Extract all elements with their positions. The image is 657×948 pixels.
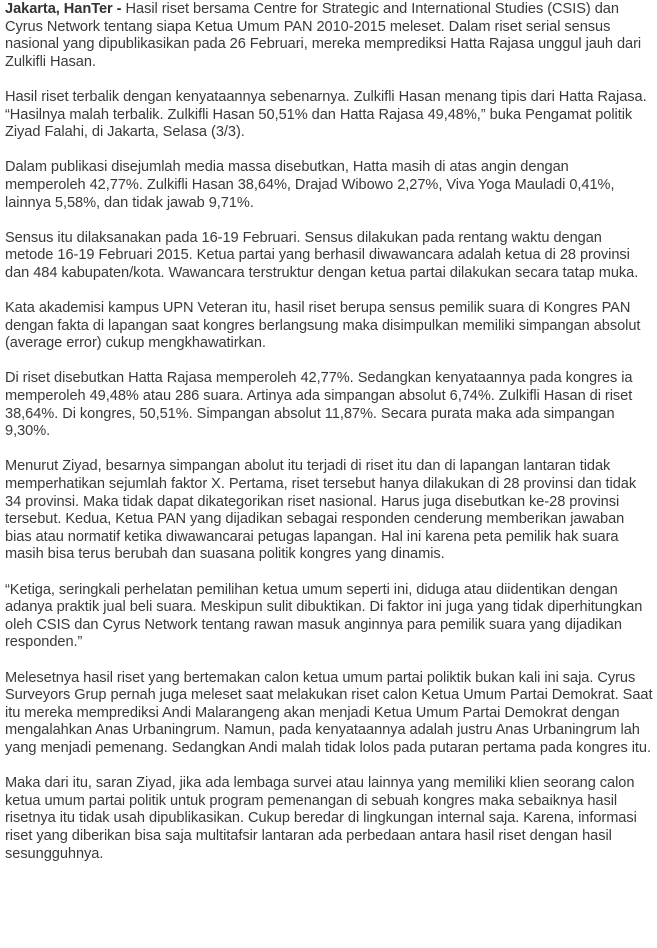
paragraph: Dalam publikasi disejumlah media massa disebutkan, Hatta masih di atas angin dengan memperoleh 42,77%. Zulkifli Hasan 38,64%, Drajad Wibowo 2,27%, Viva Yoga Mauladi 0,41%, lainnya 5,58%, dan tidak jawab 9,71%. — [5, 159, 615, 211]
paragraph: Di riset disebutkan Hatta Rajasa memperoleh 42,77%. Sedangkan kenyataannya pada kongres ia memperoleh 49,48% atau 286 suara. Artinya ada simpangan absolut 6,74%. Zulkifli Hasan di riset 38,64%. Di kongres, 50,51%. Simpangan absolut 11,87%. Secara purata maka ada simpangan 9,30%. — [5, 370, 633, 440]
paragraph-text: Hasil riset bersama Centre for Strategic and International Studies (CSIS) dan Cyrus Network tentang siapa Ketua Umum PAN 2010-2015 meleset. Dalam riset serial sensus nasional yang dipublikasikan pada 26 Februari, mereka memprediksi Hatta Rajasa unggul jauh dari Zulkifli Hasan. — [5, 1, 642, 70]
paragraph: Melesetnya hasil riset yang bertemakan calon ketua umum partai poliktik bukan kali ini saja. Cyrus Surveyors Grup pernah juga meleset saat melakukan riset calon Ketua Umum Partai Demokrat. Saat itu mereka memprediksi Andi Malarangeng akan menjadi Ketua Umum Partai Demokrat dengan mengalahkan Anas Urbaningrum. Namun, pada kenyataannya adalah justru Anas Urbaningrum lah yang menjadi pemenang. Sedangkan Andi malah tidak lolos pada putaran pertama pada kongres itu. — [5, 669, 653, 756]
paragraph: Menurut Ziyad, besarnya simpangan abolut itu terjadi di riset itu dan di lapangan lantaran tidak memperhatikan sejumlah faktor X. Pertama, riset tersebut hanya dilakukan di 28 provinsi dan tidak 34 provinsi. Maka tidak dapat dikategorikan riset nasional. Harus juga disebutkan ke-28 provinsi tersebut. Kedua, Ketua PAN yang dijadikan sebagai responden cenderung memberikan jawaban bias atau normatif ketika diwawancarai petugas lapangan. Hal ini karena peta pemilik hak suara masih bisa terus berubah dan suasana politik kongres yang dinamis. — [5, 458, 637, 563]
lead-paragraph — [5, 1, 653, 71]
paragraph: Hasil riset terbalik dengan kenyataannya sebenarnya. Zulkifli Hasan menang tipis dari Hatta Rajasa. “Hasilnya malah terbalik. Zulkifli Hasan 50,51% dan Hatta Rajasa 49,48%,” buka Pengamat politik Ziyad Falahi, di Jakarta, Selasa (3/3). — [5, 88, 647, 141]
paragraph: Maka dari itu, saran Ziyad, jika ada lembaga survei atau lainnya yang memiliki klien seorang calon ketua umum partai politik untuk program pemenangan di sebuah kongres maka sebaiknya hasil risetnya itu tidak usah dipublikasikan. Cukup beredar di lingkungan internal saja. Karena, informasi riset yang diberikan bisa saja multitafsir lantaran ada perbedaan antara hasil riset dengan hasil sesungguhnya. — [5, 775, 637, 862]
article-body — [5, 1, 653, 881]
dateline: Jakarta, HanTer - — [5, 1, 122, 17]
paragraph: Kata akademisi kampus UPN Veteran itu, hasil riset berupa sensus pemilik suara di Kongres PAN dengan fakta di lapangan saat kongres berlangsung maka disimpulkan memiliki simpangan absolut (average error) cukup mengkhawatirkan. — [5, 300, 641, 352]
quote-paragraph: “Ketiga, seringkali perhelatan pemilihan ketua umum seperti ini, diduga atau diidentikan dengan adanya praktik jual beli suara. Meskipun sulit dibuktikan. Di faktor ini juga yang tidak diperhitungkan oleh CSIS dan Cyrus Network tentang rawan masuk anginnya para pemilik suara yang dijadikan responden.” — [5, 581, 643, 651]
paragraph: Sensus itu dilaksanakan pada 16-19 Februari. Sensus dilakukan pada rentang waktu dengan metode 16-19 Februari 2015. Ketua partai yang berhasil diwawancara adalah ketua di 28 provinsi dan 484 kabupaten/kota. Wawancara terstruktur dengan ketua partai dilakukan secara tatap muka. — [5, 229, 639, 281]
